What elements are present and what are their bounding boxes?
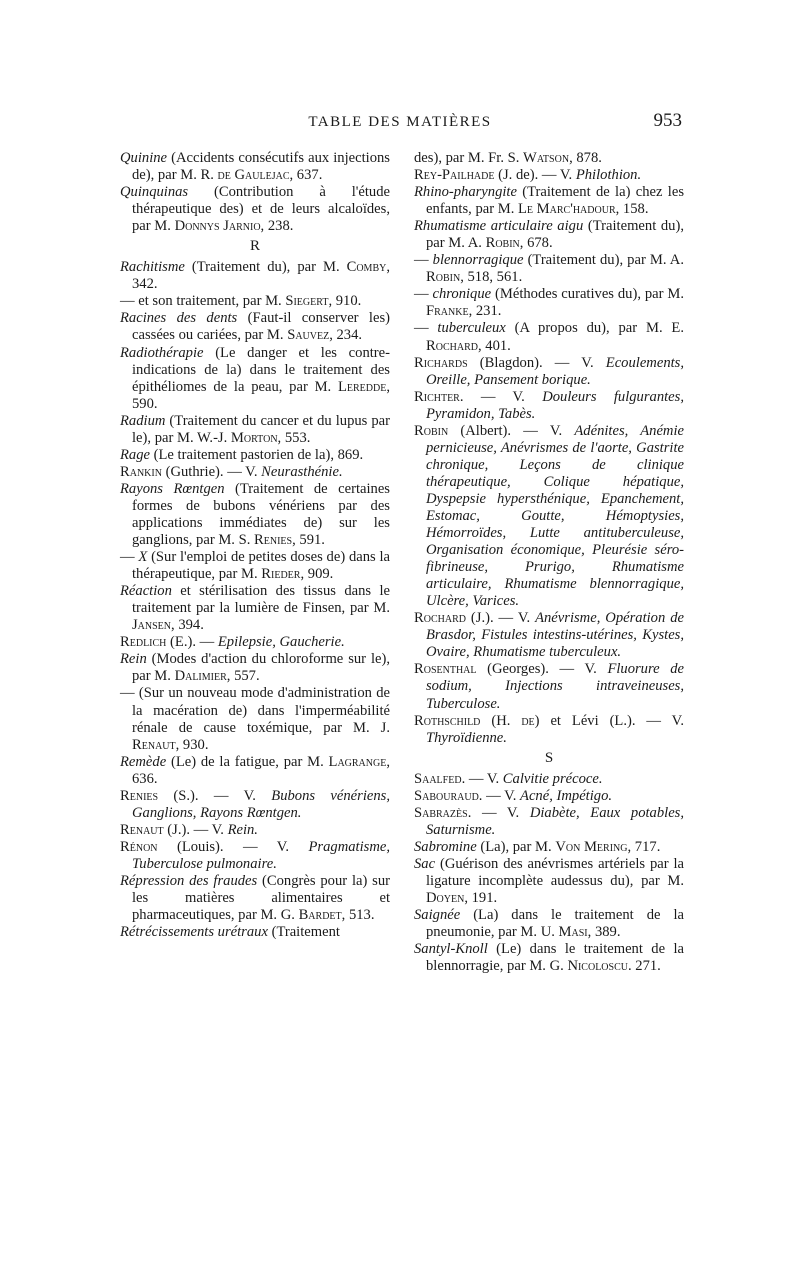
author-name: Bardet bbox=[298, 907, 342, 924]
index-entry bbox=[120, 310, 390, 344]
index-entry bbox=[120, 788, 390, 822]
entry-text: (E.). — bbox=[166, 634, 218, 651]
entry-text: (Traitement de certaines formes de bubons vénériens par des applications immédiates de) sur les ganglions, par M. S. bbox=[132, 480, 390, 549]
entry-text: (La) dans le traitement de la pneumonie, par M. U. bbox=[426, 907, 684, 941]
index-entry bbox=[414, 907, 684, 941]
entry-text: , 637. bbox=[289, 167, 323, 184]
entry-text: . — V. bbox=[461, 770, 503, 787]
author-name: Doyen bbox=[426, 890, 465, 907]
entry-term: Douleurs fulgurantes, Pyramidon, Tabès. bbox=[426, 388, 684, 422]
index-entry bbox=[120, 583, 390, 634]
author-name: Rénon bbox=[120, 838, 158, 855]
author-name: Richards bbox=[414, 354, 468, 371]
entry-text: . 271. bbox=[627, 958, 661, 975]
author-name: Renaut bbox=[120, 821, 164, 838]
entry-text: , 231. bbox=[468, 303, 502, 320]
entry-term: Fluorure de sodium, Injections intraveineuses, Tuberculose. bbox=[426, 661, 685, 712]
index-entry bbox=[414, 218, 684, 252]
entry-text: (Méthodes curatives du), par M. bbox=[491, 286, 684, 303]
index-entry bbox=[120, 754, 390, 788]
entry-text: — (Sur un nouveau mode d'administration de la macération de) dans l'imperméabilité rénale de cause toxémique, par M. J. bbox=[120, 685, 390, 736]
entry-text: (Traitement du cancer et du lupus par le), par M. W.-J. bbox=[132, 412, 390, 446]
author-name: Morton bbox=[230, 429, 278, 446]
running-title: TABLE DES MATIÈRES bbox=[308, 114, 492, 130]
entry-text: . — V. bbox=[459, 388, 543, 405]
entry-term: Epilepsie, Gaucherie. bbox=[217, 634, 345, 651]
author-name: Rosenthal bbox=[414, 661, 477, 678]
index-entry bbox=[414, 150, 684, 167]
author-name: Renies bbox=[254, 532, 293, 549]
entry-term: Santyl-Knoll bbox=[414, 941, 488, 958]
entry-text: (Traitement du), par M. bbox=[184, 259, 347, 276]
entry-text: (Modes d'action du chloroforme sur le), par M. bbox=[132, 651, 390, 685]
entry-term: Radiothérapie bbox=[120, 344, 204, 361]
entry-term: Rétrécissements urétraux bbox=[120, 924, 268, 941]
index-entry bbox=[414, 167, 684, 184]
author-name: Masi bbox=[558, 924, 588, 941]
index-entry bbox=[414, 184, 684, 218]
entry-text: , 401. bbox=[477, 337, 511, 354]
author-name: Rieder bbox=[261, 566, 301, 583]
index-entry bbox=[414, 286, 684, 320]
author-name: Robin bbox=[414, 422, 449, 439]
entry-term: chronique bbox=[432, 286, 492, 303]
author-name: de Gaulejac bbox=[217, 167, 290, 184]
entry-text: (Guérison des anévrismes artériels par la ligature incomplète audessus du), par M. bbox=[426, 855, 684, 889]
author-name: Lagrange bbox=[328, 753, 387, 770]
entry-term: Rhino-pharyngite bbox=[414, 184, 517, 201]
index-entry bbox=[414, 788, 684, 805]
index-entry bbox=[120, 651, 390, 685]
author-name: Robin bbox=[426, 269, 461, 286]
entry-term: Thyroïdienne. bbox=[426, 729, 507, 746]
entry-term: Remède bbox=[120, 753, 167, 770]
entry-text: , 342. bbox=[132, 259, 390, 293]
entry-text: (Blagdon). — V. bbox=[467, 354, 606, 371]
entry-text: (Traitement bbox=[267, 924, 340, 941]
author-name: Von Mering bbox=[555, 838, 628, 855]
index-entry bbox=[120, 685, 390, 753]
entry-text: , 513. bbox=[341, 907, 375, 924]
entry-text: , 394. bbox=[171, 617, 204, 634]
index-entry bbox=[414, 856, 684, 907]
entry-term: Anévrisme, Opération de Brasdor, Fistules intestins-utérines, Kystes, Ovaire, Rhumatisme tuberculeux. bbox=[426, 610, 684, 661]
entry-term: Réaction bbox=[120, 583, 172, 600]
entry-text: et stérilisation des tissus dans le traitement par la lumière de Finsen, par M. bbox=[132, 583, 390, 617]
entry-text: (Le traitement pastorien de la), 869. bbox=[150, 446, 364, 463]
index-entry bbox=[414, 839, 684, 856]
author-name: Rothschild bbox=[414, 712, 481, 729]
index-entry bbox=[120, 464, 390, 481]
entry-text: (S.). — V. bbox=[158, 787, 272, 804]
entry-term: Répression des fraudes bbox=[120, 872, 258, 889]
entry-term: Sac bbox=[414, 855, 436, 872]
entry-text: (Le) dans le traitement de la blennorragie, par M. G. bbox=[426, 941, 684, 975]
author-name: de bbox=[521, 712, 535, 729]
author-name: Renies bbox=[120, 787, 159, 804]
entry-text: . — V. bbox=[478, 787, 521, 804]
entry-term: Rein. bbox=[227, 821, 258, 838]
entry-text: , 717. bbox=[627, 838, 661, 855]
author-name: Redlich bbox=[120, 634, 167, 651]
index-entry bbox=[120, 549, 390, 583]
entry-text: , 930. bbox=[175, 736, 209, 753]
entry-text: — et son traitement, par M. bbox=[120, 293, 286, 310]
index-entry bbox=[120, 150, 390, 184]
entry-text: (Albert). — V. bbox=[448, 422, 575, 439]
entry-text: (H. bbox=[480, 712, 522, 729]
entry-text: , 191. bbox=[464, 890, 498, 907]
index-entry bbox=[414, 252, 684, 286]
entry-text: , 636. bbox=[132, 753, 390, 787]
author-name: Rochard bbox=[426, 337, 478, 354]
entry-text: (J.). — V. bbox=[163, 821, 228, 838]
index-entry bbox=[120, 259, 390, 293]
entry-term: X bbox=[138, 549, 148, 566]
entry-term: Sabromine bbox=[414, 838, 477, 855]
entry-term: Rayons Rœntgen bbox=[120, 480, 225, 497]
index-entry bbox=[414, 771, 684, 788]
entry-text: (Le danger et les contre-indications de la) dans le traitement des épithéliomes de la peau, par M. bbox=[132, 344, 390, 395]
index-entry bbox=[414, 389, 684, 423]
index-entry bbox=[414, 805, 684, 839]
entry-text: (Contribution à l'étude thérapeutique des) et de leurs alcaloïdes, par M. bbox=[132, 184, 390, 235]
author-name: Comby bbox=[346, 259, 387, 276]
index-entry bbox=[120, 873, 390, 924]
entry-text: , 591. bbox=[292, 532, 325, 549]
entry-text: des), par M. Fr. S. bbox=[414, 150, 524, 166]
author-name: Robin bbox=[485, 235, 520, 252]
author-name: Renaut bbox=[132, 736, 176, 753]
entry-text: (Congrès pour la) sur les matières alimentaires et pharmaceutiques, par M. G. bbox=[132, 872, 390, 924]
entry-text: (Le) de la fatigue, par M. bbox=[166, 753, 329, 770]
index-entry bbox=[414, 941, 684, 975]
entry-term: Quinquinas bbox=[120, 184, 189, 201]
index-entry bbox=[120, 634, 390, 651]
author-name: Leredde bbox=[337, 378, 387, 395]
index-entry bbox=[414, 713, 684, 747]
entry-text: , 590. bbox=[132, 378, 390, 412]
index-column-left bbox=[120, 150, 390, 941]
entry-text: (Georges). — V. bbox=[476, 661, 608, 678]
index-entry bbox=[120, 924, 390, 941]
entry-text: , 553. bbox=[277, 429, 311, 446]
entry-term: Diabète, Eaux potables, Saturnisme. bbox=[426, 804, 684, 838]
entry-term: Saignée bbox=[414, 907, 461, 924]
entry-text: (Sur l'emploi de petites doses de) dans la thérapeutique, par M. bbox=[132, 549, 390, 583]
entry-text: (Traitement du), par M. A. bbox=[523, 252, 684, 269]
author-name: Saalfed bbox=[414, 770, 462, 787]
entry-term: Bubons vénériens, Ganglions, Rayons Rœntgen. bbox=[132, 787, 390, 821]
entry-term: Rein bbox=[120, 651, 147, 668]
entry-text: (Traitement de la) chez les enfants, par M. bbox=[426, 184, 684, 218]
author-name: Richter bbox=[414, 388, 460, 405]
entry-text: . — V. bbox=[467, 804, 530, 821]
entry-term: Rhumatisme articulaire aigu bbox=[414, 218, 584, 235]
section-letter: R bbox=[249, 238, 260, 255]
author-name: Sabouraud bbox=[414, 787, 479, 804]
entry-term: Adénites, Anémie pernicieuse, Anévrismes de l'aorte, Gastrite chronique, Leçons de clinique thérapeutique, Colique hépatique, Dyspepsie hypersthénique, Epanchement, Estomac, Goutte, Hémoptysies, Hémorroïdes, Lutte antituberculeuse, Organisation économique, Pleurésie séro-fibrineuse, Prurigo, Rhumatisme articulaire, Rhumatisme blennorragique, Ulcère, Varices. bbox=[426, 422, 684, 610]
index-entry bbox=[414, 320, 684, 354]
page-number: 953 bbox=[653, 110, 682, 131]
entry-text: , 234. bbox=[329, 327, 363, 344]
index-entry bbox=[414, 610, 684, 661]
entry-text: , 518, 561. bbox=[460, 269, 523, 286]
index-entry bbox=[120, 822, 390, 839]
entry-text: (Traitement du), par M. A. bbox=[426, 218, 684, 252]
entry-term: Quinine bbox=[120, 150, 168, 166]
entry-term: Radium bbox=[120, 412, 166, 429]
author-name: Rey-Pailhade bbox=[414, 167, 495, 184]
entry-term: Philothion. bbox=[575, 167, 642, 184]
entry-text: (La), par M. bbox=[476, 838, 556, 855]
index-entry bbox=[120, 447, 390, 464]
entry-text: , 910. bbox=[328, 293, 362, 310]
entry-text: (Faut-il conserver les) cassées ou cariées, par M. bbox=[132, 310, 390, 344]
entry-text: (J. de). — V. bbox=[494, 167, 576, 184]
entry-term: blennorragique bbox=[432, 252, 524, 269]
entry-text: (J.). — V. bbox=[465, 610, 536, 627]
entry-text: — bbox=[414, 320, 438, 337]
entry-term: Acné, Impétigo. bbox=[520, 787, 613, 804]
index-entry bbox=[120, 413, 390, 447]
entry-text: ) et Lévi (L.). — V. bbox=[534, 712, 684, 729]
entry-text: — bbox=[414, 252, 433, 269]
entry-term: Neurasthénie. bbox=[261, 463, 343, 480]
entry-term: Racines des dents bbox=[120, 310, 238, 327]
index-entry bbox=[120, 293, 390, 310]
index-entry bbox=[120, 345, 390, 413]
author-name: Rochard bbox=[414, 610, 466, 627]
index-entry bbox=[414, 423, 684, 611]
author-name: Sabrazès bbox=[414, 804, 468, 821]
author-name: Dalimier bbox=[174, 668, 227, 685]
author-name: Nicoloscu bbox=[567, 958, 628, 975]
entry-term: Pragmatisme, Tuberculose pulmonaire. bbox=[132, 838, 390, 872]
entry-text: — bbox=[120, 549, 139, 566]
index-entry bbox=[120, 839, 390, 873]
entry-text: , 878. bbox=[569, 150, 602, 166]
entry-term: tuberculeux bbox=[437, 320, 506, 337]
index-entry bbox=[120, 481, 390, 549]
entry-text: (A propos du), par M. E. bbox=[505, 320, 684, 337]
page-header bbox=[120, 110, 682, 138]
entry-text: , 158. bbox=[615, 201, 649, 218]
author-name: Sauvez bbox=[287, 327, 330, 344]
entry-text: (Louis). — V. bbox=[157, 838, 309, 855]
index-entry bbox=[120, 184, 390, 235]
entry-term: Rage bbox=[120, 446, 150, 463]
author-name: Watson bbox=[523, 150, 570, 166]
author-name: Donnys Jarnio bbox=[174, 218, 261, 235]
index-entry bbox=[414, 661, 684, 712]
entry-term: Ecoulements, Oreille, Pansement borique. bbox=[426, 354, 684, 388]
index-column-right bbox=[414, 150, 684, 975]
entry-text: — bbox=[414, 286, 433, 303]
entry-term: Calvitie précoce. bbox=[502, 770, 603, 787]
index-entry bbox=[414, 355, 684, 389]
author-name: Jansen bbox=[132, 617, 172, 634]
entry-text: , 557. bbox=[226, 668, 260, 685]
entry-term: Rachitisme bbox=[120, 259, 185, 276]
entry-text: , 238. bbox=[260, 218, 294, 235]
entry-text: , 389. bbox=[587, 924, 621, 941]
entry-text: , 678. bbox=[519, 235, 553, 252]
author-name: Franke bbox=[426, 303, 469, 320]
author-name: Le Marc'hadour bbox=[518, 201, 616, 218]
entry-text: , 909. bbox=[300, 566, 334, 583]
author-name: Siegert bbox=[285, 293, 329, 310]
entry-text: (Accidents consécutifs aux injections de), par M. R. bbox=[132, 150, 390, 184]
entry-text: (Guthrie). — V. bbox=[161, 463, 262, 480]
author-name: Rankin bbox=[120, 463, 162, 480]
section-letter: S bbox=[544, 749, 554, 766]
